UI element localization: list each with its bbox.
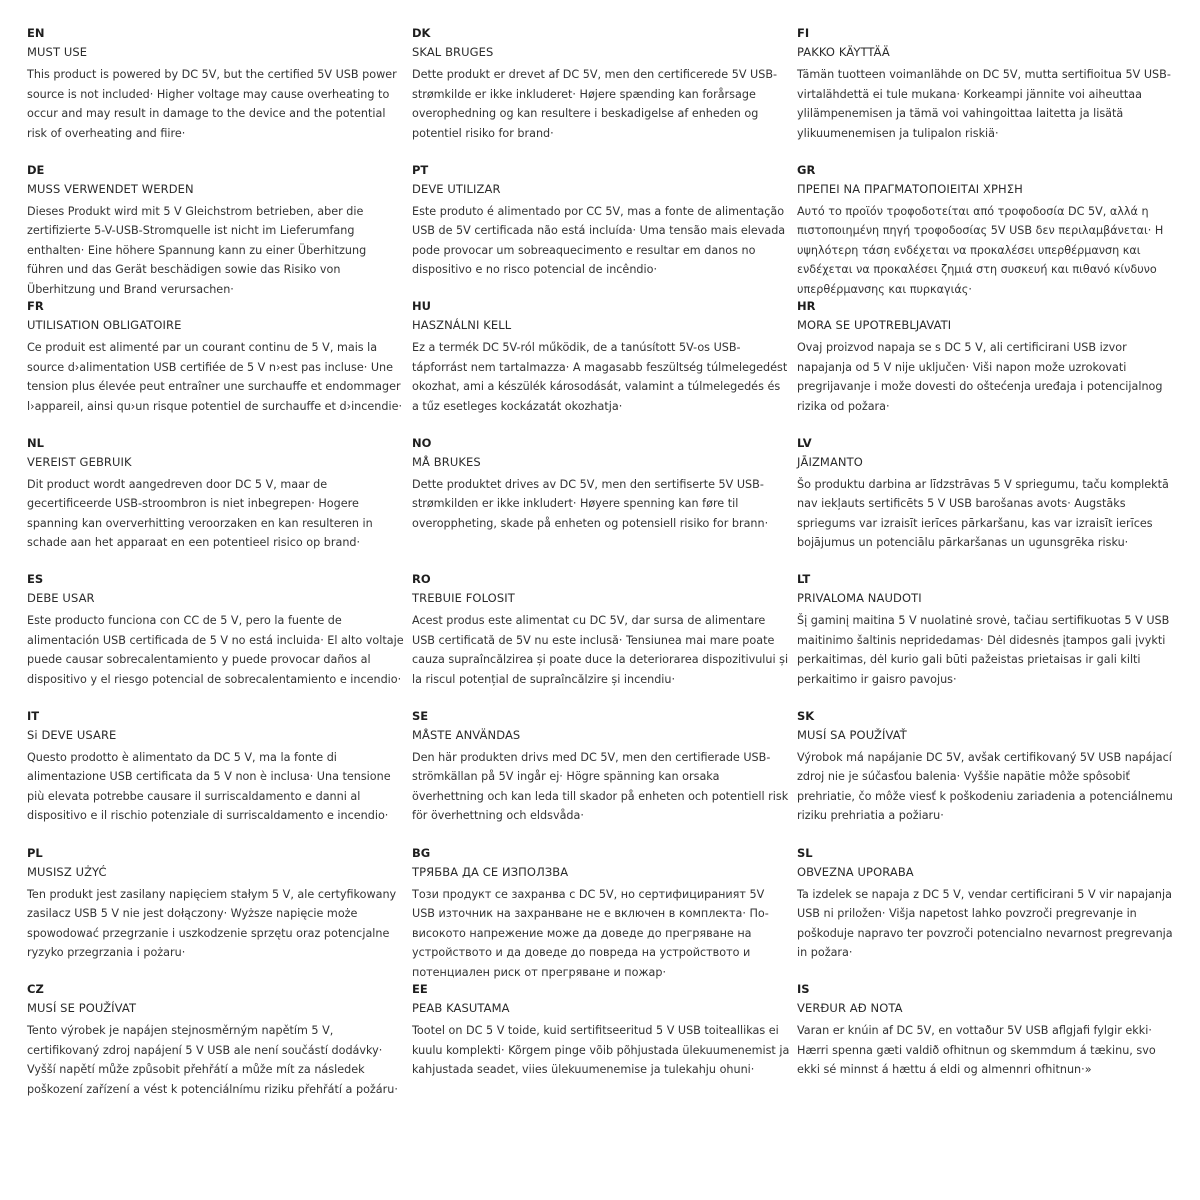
language-code: ES — [27, 572, 44, 587]
section-hr — [797, 300, 1175, 417]
column-2 — [412, 27, 790, 1120]
language-code: NO — [412, 435, 432, 450]
section-body: Tämän tuotteen voimanlähde on DC 5V, mutta sertifioitua 5V USB-virtalähdettä ei tule mukana· Korkeampi jännite voi aiheuttaa ylilämpenemisen ja tämä voi vahingoittaa laitetta ja lisätä ylikuumenemisen ja tulipalon riskiä· — [797, 68, 1171, 140]
language-code: SE — [412, 708, 429, 723]
section-heading: MÅ BRUKES — [412, 454, 481, 469]
section-body: Varan er knúin af DC 5V, en vottaður 5V USB aflgjafi fylgir ekki· Hærri spenna gæti valdið ofhitnun og skemmdum á tækinu, svo ekki sé minnst á hættu á eldi og almennri ofhitnun·» — [797, 1024, 1156, 1077]
section-heading: PRIVALOMA NAUDOTI — [797, 591, 922, 606]
section-heading: OBVEZNA UPORABA — [797, 864, 914, 879]
language-code: SK — [797, 708, 815, 723]
section-body: This product is powered by DC 5V, but the certified 5V USB power source is not included· Higher voltage may cause overheating to occur and may result in damage to the device and the potential risk of overheating and fiire· — [27, 68, 397, 140]
section-body: Ta izdelek se napaja z DC 5 V, vendar certificirani 5 V vir napajanja USB ni priložen· Višja napetost lahko povzroči pregrevanje in poškoduje napravo ter povzroči potencialno nevarnost pregrevanja in požara· — [797, 887, 1173, 960]
section-de — [27, 162, 405, 296]
language-code: NL — [27, 435, 44, 450]
section-body: Tento výrobek je napájen stejnosměrným napětím 5 V, certifikovaný zdroj napájení 5 V USB ale není součástí dodávky· Vyšší napětí může způsobit přehřátí a může mít za následek poškození zařízení a vést k potenciálnímu riziku přehřátí a požáru· — [27, 1024, 398, 1096]
column-1 — [27, 27, 405, 1120]
section-heading: ТРЯБВА ДА СЕ ИЗПОЛЗВА — [412, 864, 569, 879]
language-code: PT — [412, 162, 429, 177]
language-code: HR — [797, 299, 816, 314]
section-heading: DEBE USAR — [27, 591, 95, 606]
section-is — [797, 983, 1175, 1100]
section-body: Tootel on DC 5 V toide, kuid sertifitseeritud 5 V USB toiteallikas ei kuulu komplekti· Kõrgem pinge võib põhjustada ülekuumenemist ja kahjustada seadet, viies ülekuumenemise ja tulekahju ohuni· — [412, 1024, 790, 1077]
language-code: CZ — [27, 982, 44, 997]
section-es — [27, 573, 405, 690]
section-heading: VEREIST GEBRUIK — [27, 454, 132, 469]
section-heading: MUSISZ UŻYĆ — [27, 864, 107, 879]
section-body: Dieses Produkt wird mit 5 V Gleichstrom betrieben, aber die zertifizierte 5-V-USB-Stromquelle ist nicht im Lieferumfang enthalten· Eine höhere Spannung kann zu einer Überhitzung führen und das Gerät beschädigen sowie das Risiko von Überhitzung und Brand verursachen· — [27, 204, 367, 296]
language-code: BG — [412, 845, 431, 860]
section-cz — [27, 983, 405, 1100]
section-body: Den här produkten drivs med DC 5V, men den certifierade USB-strömkällan på 5V ingår ej· Högre spänning kan orsaka överhettning och kan leda till skador på enheten och potentiell risk för överhettning och eldsvåda· — [412, 750, 789, 823]
language-code: DE — [27, 162, 45, 177]
section-pl — [27, 847, 405, 964]
section-body: Ce produit est alimenté par un courant continu de 5 V, mais la source d›alimentation USB certifiée de 5 V n›est pas incluse· Une tension plus élevée peut entraîner une surchauffe et endommager l›appareil, ainsi qu›un risque potentiel de surchauffe et d›incendie· — [27, 341, 403, 413]
section-se — [412, 710, 790, 827]
column-3 — [797, 27, 1175, 1120]
section-nl — [27, 437, 405, 554]
language-code: GR — [797, 162, 816, 177]
section-body: Ovaj proizvod napaja se s DC 5 V, ali certificirani USB izvor napajanja od 5 V nije uključen· Viši napon može uzrokovati pregrijavanje i može dovesti do oštećenja uređaja i potencijalnog rizika od požara· — [797, 341, 1163, 413]
language-code: DK — [412, 26, 431, 40]
section-heading: MÅSTE ANVÄNDAS — [412, 727, 521, 742]
section-heading: MUSÍ SA POUŽÍVAŤ — [797, 727, 907, 742]
section-body: Este produto é alimentado por CC 5V, mas a fonte de alimentação USB de 5V certificada não está incluída· Uma tensão mais elevada pode provocar um sobreaquecimento e resultar em danos no dispositivo e no risco potencial de incêndio· — [412, 204, 786, 277]
section-it — [27, 710, 405, 827]
section-body: Αυτό το προϊόν τροφοδοτείται από τροφοδοσία DC 5V, αλλά η πιστοποιημένη πηγή τροφοδοσίας 5V USB δεν περιλαμβάνεται· Η υψηλότερη τάση ενδέχεται να προκαλέσει υπερθέρμανση και ενδέχεται να προκαλέσει ζημιά στη συσκευή και πιθανό κίνδυνο υπερθέρμανσης και πυρκαγιάς· — [797, 204, 1164, 296]
section-heading: SKAL BRUGES — [412, 45, 494, 59]
section-heading: VERÐUR AÐ NOTA — [797, 1001, 903, 1016]
section-lt — [797, 573, 1175, 690]
section-heading: MUST USE — [27, 45, 88, 59]
section-body: Ten produkt jest zasilany napięciem stałym 5 V, ale certyfikowany zasilacz USB 5 V nie jest dołączony· Wyższe napięcie może spowodować przegrzanie i uszkodzenie sprzętu oraz potencjalne ryzyko przegrzania i pożaru· — [27, 887, 397, 960]
language-code: EE — [412, 982, 428, 997]
section-heading: UTILISATION OBLIGATOIRE — [27, 318, 182, 333]
section-pt — [412, 164, 790, 281]
section-gr — [797, 162, 1175, 296]
section-sl — [797, 847, 1175, 964]
section-body: Este producto funciona con CC de 5 V, pero la fuente de alimentación USB certificada de 5 V no está incluida· El alto voltaje puede causar sobrecalentamiento y puede provocar daños al dispositivo y el riesgo potencial de sobrecalentamiento e incendio· — [27, 614, 404, 686]
language-code: LT — [797, 572, 811, 587]
section-heading: TREBUIE FOLOSIT — [412, 591, 515, 606]
section-ro — [412, 573, 790, 690]
section-body: Dit product wordt aangedreven door DC 5 V, maar de gecertificeerde USB-stroombron is niet inbegrepen· Hogere spanning kan oververhitting veroorzaken en kan resulteren in schade aan het apparaat en een potentieel risico op brand· — [27, 477, 373, 550]
section-body: Ez a termék DC 5V-ról működik, de a tanúsított 5V-os USB-tápforrást nem tartalmazza· A magasabb feszültség túlmelegedést okozhat, ami a készülék károsodását, valamint a túlmelegedés és a tűz esetleges kockázatát okozhatja· — [412, 341, 788, 413]
language-code: SL — [797, 845, 813, 860]
section-fi — [797, 27, 1175, 144]
section-heading: MUSÍ SE POUŽÍVAT — [27, 1001, 137, 1016]
language-code: PL — [27, 845, 43, 860]
section-heading: PEAB KASUTAMA — [412, 1001, 510, 1016]
section-heading: MUSS VERWENDET WERDEN — [27, 181, 194, 196]
language-code: IT — [27, 708, 40, 723]
language-code: HU — [412, 299, 431, 314]
language-code: EN — [27, 26, 45, 40]
section-no — [412, 437, 790, 554]
section-heading: HASZNÁLNI KELL — [412, 318, 512, 333]
section-dk — [412, 27, 790, 144]
section-body: Acest produs este alimentat cu DC 5V, dar sursa de alimentare USB certificată de 5V nu este inclusă· Tensiunea mai mare poate cauza supraîncălzirea și poate duce la deteriorarea dispozitivului și la riscul potențial de supraîncălzire și incendiu· — [412, 614, 789, 686]
section-ee — [412, 983, 790, 1100]
section-heading: Si DEVE USARE — [27, 727, 117, 742]
section-body: Dette produkt er drevet af DC 5V, men den certificerede 5V USB-strømkilde er ikke inkluderet· Højere spænding kan forårsage overophedning og kan resultere i beskadigelse af enheden og potentiel risiko for brand· — [412, 68, 778, 140]
language-code: LV — [797, 435, 812, 450]
section-body: Šį gaminį maitina 5 V nuolatinė srovė, tačiau sertifikuotas 5 V USB maitinimo šaltinis nepridedamas· Dėl didesnės įtampos gali įvykti perkaitimas, dėl kurio gali būti pažeistas prietaisas ir gali kilti perkaitimo ir gaisro pavojus· — [797, 614, 1170, 686]
section-hu — [412, 300, 790, 417]
section-en — [27, 27, 405, 144]
section-body: Šo produktu darbina ar līdzstrāvas 5 V spriegumu, taču komplektā nav iekļauts sertificēts 5 V USB barošanas avots· Augstāks spriegums var izraisīt ierīces pārkaršanu, kas var izraisīt ierīces bojājumus un potenciālu pārkaršanas un ugunsgrēka risku· — [797, 477, 1169, 550]
section-bg — [412, 845, 790, 979]
language-code: RO — [412, 572, 431, 587]
language-code: IS — [797, 982, 810, 997]
section-body: Този продукт се захранва с DC 5V, но сертифицираният 5V USB източник на захранване не е включен в комплекта· По-високото напрежение може да доведе до прегряване на устройството и да доведе до повреда на устройството и потенциален риск от прегряване и пожар· — [412, 887, 769, 979]
section-heading: DEVE UTILIZAR — [412, 181, 501, 196]
section-heading: PAKKO KÄYTTÄÄ — [797, 45, 890, 59]
section-sk — [797, 710, 1175, 827]
section-body: Dette produktet drives av DC 5V, men den sertifiserte 5V USB-strømkilden er ikke inkludert· Høyere spenning kan føre til overoppheting, skade på enheten og potensiell risiko for brann· — [412, 477, 769, 530]
section-lv — [797, 437, 1175, 554]
language-code: FI — [797, 26, 810, 40]
section-heading: JĀIZMANTO — [797, 454, 863, 469]
section-heading: MORA SE UPOTREBLJAVATI — [797, 318, 952, 333]
section-fr — [27, 300, 405, 417]
section-body: Výrobok má napájanie DC 5V, avšak certifikovaný 5V USB napájací zdroj nie je súčasťou balenia· Vyššie napätie môže spôsobiť prehriatie, čo môže viesť k poškodeniu zariadenia a potenciálnemu riziku prehriatia a požiaru· — [797, 750, 1173, 823]
section-body: Questo prodotto è alimentato da DC 5 V, ma la fonte di alimentazione USB certificata da 5 V non è inclusa· Una tensione più elevata potrebbe causare il surriscaldamento e danni al dispositivo e il rischio potenziale di surriscaldamento e incendio· — [27, 750, 391, 823]
language-code: FR — [27, 299, 44, 314]
section-heading: ΠΡΕΠΕΙ ΝΑ ΠΡΑΓΜΑΤΟΠΟΙΕΙΤΑΙ ΧΡΗΣΗ — [797, 181, 1023, 196]
